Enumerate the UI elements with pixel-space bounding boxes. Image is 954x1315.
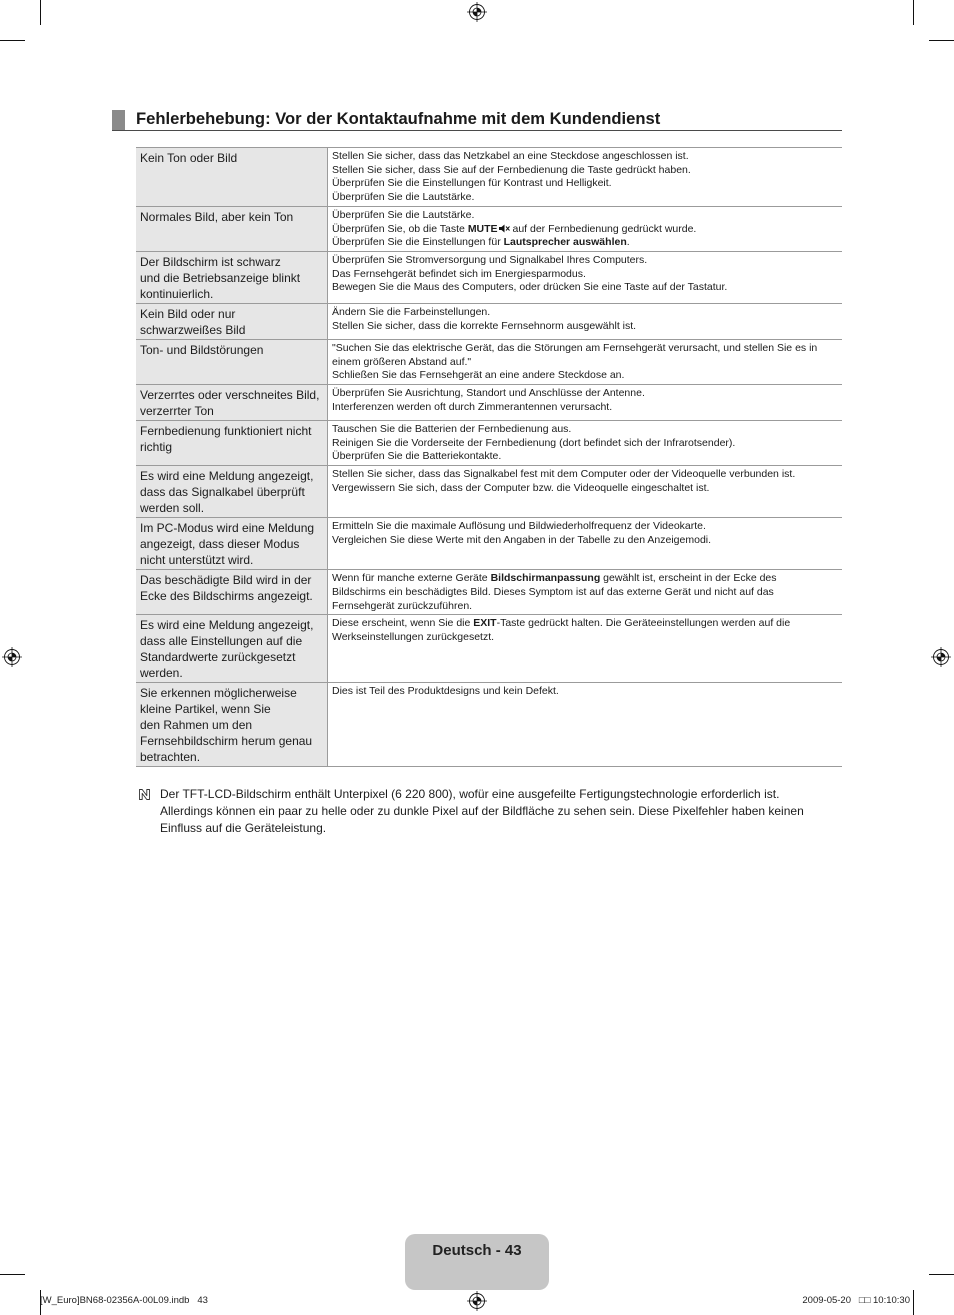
solution-text: Überprüfen Sie, ob die Taste	[332, 222, 468, 235]
problem-text: dass das Signalkabel überprüft	[140, 485, 305, 500]
solution-text: Überprüfen Sie die Einstellungen für Kontrast und Helligkeit.	[332, 177, 612, 190]
solution-line	[332, 586, 838, 600]
bold-term: Lautsprecher auswählen	[503, 236, 627, 249]
crop-mark	[913, 0, 914, 25]
table-row	[136, 683, 842, 767]
bold-term: MUTE	[467, 222, 498, 235]
solution-line	[332, 482, 838, 496]
bold-term: EXIT	[473, 617, 497, 630]
problem-text: Ecke des Bildschirms angezeigt.	[140, 589, 313, 604]
solution-text: gewählt ist, erscheint in der Ecke des	[600, 572, 777, 585]
note-line: Der TFT-LCD-Bildschirm enthält Unterpixel (6 220 800), wofür eine ausgefeilte Fertigungstechnologie erforderlich ist.	[160, 786, 780, 801]
problem-text: richtig	[140, 440, 173, 455]
table-row	[136, 570, 842, 615]
solution-cell	[328, 148, 842, 206]
crop-mark	[0, 40, 25, 41]
solution-line	[332, 236, 838, 250]
solution-line	[332, 685, 838, 699]
solution-text: Tauschen Sie die Batterien der Fernbedienung aus.	[332, 423, 572, 436]
crop-mark	[40, 0, 41, 25]
solution-text: Vergleichen Sie diese Werte mit den Angaben in der Tabelle zu den Anzeigemodi.	[332, 533, 712, 546]
problem-text: Kein Ton oder Bild	[140, 151, 238, 165]
page-number-tab	[405, 1234, 549, 1290]
table-row	[136, 615, 842, 683]
mute-icon	[499, 224, 510, 233]
solution-text: Vergewissern Sie sich, dass der Computer bzw. die Videoquelle eingeschaltet ist.	[332, 481, 710, 494]
section-title-marker	[112, 110, 125, 130]
solution-text: Stellen Sie sicher, dass die korrekte Fernsehnorm ausgewählt ist.	[332, 319, 637, 332]
solution-line	[332, 520, 838, 534]
problem-text: und die Betriebsanzeige blinkt	[140, 270, 301, 285]
solution-text: Schließen Sie das Fernsehgerät an eine andere Steckdose an.	[332, 369, 625, 382]
solution-line	[332, 468, 838, 482]
solution-line	[332, 223, 838, 237]
solution-cell	[328, 304, 842, 339]
solution-cell	[328, 466, 842, 517]
solution-line	[332, 254, 838, 268]
table-row	[136, 518, 842, 570]
crop-mark	[929, 40, 954, 41]
problem-text: werden soll.	[140, 501, 205, 516]
solution-line	[332, 437, 838, 451]
solution-cell	[328, 615, 842, 682]
solution-text: einem größeren Abstand auf."	[332, 355, 472, 368]
solution-text: Werkseinstellungen zurückgesetzt.	[332, 630, 495, 643]
problem-text: Ton- und Bildstörungen	[140, 342, 264, 357]
problem-text: Das beschädigte Bild wird in der	[140, 573, 312, 588]
problem-text: Fernsehbildschirm herum genau	[140, 734, 313, 749]
registration-mark-icon	[2, 647, 22, 667]
problem-text: schwarzweißes Bild	[140, 322, 246, 337]
problem-text: dass alle Einstellungen auf die	[140, 634, 303, 649]
solution-line	[332, 281, 838, 295]
solution-text: Stellen Sie sicher, dass Sie auf der Fernbedienung die Taste gedrückt haben.	[332, 163, 691, 176]
solution-text: -Taste gedrückt halten. Die Geräteeinstellungen werden auf die	[496, 617, 791, 630]
solution-cell	[328, 340, 842, 384]
solution-line	[332, 306, 838, 320]
solution-text: Überprüfen Sie Stromversorgung und Signalkabel Ihres Computers.	[332, 253, 648, 266]
solution-text: Fernsehgerät zurückzuführen.	[332, 599, 473, 612]
problem-text: kleine Partikel, wenn Sie	[140, 702, 271, 717]
problem-cell	[136, 570, 328, 614]
problem-text: betrachten.	[140, 750, 201, 765]
note-line: Einfluss auf die Geräteleistung.	[160, 820, 327, 835]
problem-cell	[136, 421, 328, 465]
registration-mark-icon	[467, 2, 487, 22]
solution-cell	[328, 207, 842, 251]
table-row	[136, 207, 842, 252]
problem-text: werden.	[140, 666, 183, 681]
solution-text: Bewegen Sie die Maus des Computers, oder drücken Sie eine Taste auf der Tastatur.	[332, 281, 728, 294]
solution-line	[332, 617, 838, 631]
solution-cell	[328, 385, 842, 420]
problem-cell	[136, 207, 328, 251]
solution-cell	[328, 518, 842, 569]
print-footer-timestamp: 2009-05-20 □□ 10:10:30	[802, 1295, 910, 1306]
problem-cell	[136, 252, 328, 303]
problem-text: Verzerrtes oder verschneites Bild,	[140, 388, 320, 403]
solution-text: "Suchen Sie das elektrische Gerät, das die Störungen am Fernsehgerät verursacht, und stellen Sie es in	[332, 341, 818, 354]
note-line: Allerdings können ein paar zu helle oder zu dunkle Pixel auf der Bildfläche zu sehen sein. Diese Pixelfehler haben keinen	[160, 803, 804, 818]
solution-cell	[328, 683, 842, 766]
solution-text: Reinigen Sie die Vorderseite der Fernbedienung (dort befindet sich der Infrarotsender).	[332, 436, 736, 449]
print-footer-file: [W_Euro]BN68-02356A-00L09.indb 43	[40, 1295, 208, 1306]
solution-cell	[328, 421, 842, 465]
solution-text: Diese erscheint, wenn Sie die	[332, 617, 474, 630]
crop-mark	[0, 1274, 25, 1275]
problem-text: Sie erkennen möglicherweise	[140, 686, 297, 701]
problem-cell	[136, 466, 328, 517]
solution-text: Stellen Sie sicher, dass das Netzkabel an eine Steckdose angeschlossen ist.	[332, 150, 689, 162]
solution-line	[332, 450, 838, 464]
solution-line	[332, 191, 838, 205]
solution-line	[332, 534, 838, 548]
solution-line	[332, 177, 838, 191]
problem-cell	[136, 385, 328, 420]
solution-text: Bildschirms ein beschädigtes Bild. Dieses Symptom ist auf das externe Gerät und nicht auf das	[332, 585, 774, 598]
problem-text: verzerrter Ton	[140, 404, 214, 419]
solution-text: .	[626, 236, 630, 249]
solution-text: Interferenzen werden oft durch Zimmerantennen verursacht.	[332, 400, 613, 413]
solution-text: Stellen Sie sicher, dass das Signalkabel fest mit dem Computer oder der Videoquelle verbunden ist.	[332, 468, 796, 481]
problem-text: kontinuierlich.	[140, 286, 214, 301]
problem-cell	[136, 518, 328, 569]
solution-line	[332, 369, 838, 383]
solution-line	[332, 320, 838, 334]
solution-text: Überprüfen Sie die Lautstärke.	[332, 208, 475, 221]
table-row	[136, 252, 842, 304]
problem-text: Standardwerte zurückgesetzt	[140, 650, 296, 665]
solution-line	[332, 387, 838, 401]
table-row	[136, 304, 842, 340]
table-row	[136, 148, 842, 207]
note-icon	[138, 788, 151, 801]
table-row	[136, 466, 842, 518]
problem-text: nicht unterstützt wird.	[140, 553, 254, 568]
solution-text: Wenn für manche externe Geräte	[332, 572, 491, 585]
problem-cell	[136, 340, 328, 384]
problem-text: angezeigt, dass dieser Modus	[140, 537, 300, 552]
problem-text: Kein Bild oder nur	[140, 306, 236, 321]
solution-text: Überprüfen Sie die Lautstärke.	[332, 191, 475, 204]
problem-text: den Rahmen um den	[140, 718, 253, 733]
solution-text: Überprüfen Sie die Einstellungen für	[332, 236, 504, 249]
solution-cell	[328, 570, 842, 614]
solution-line	[332, 572, 838, 586]
problem-text: Normales Bild, aber kein Ton	[140, 209, 294, 224]
solution-text: auf der Fernbedienung gedrückt wurde.	[509, 222, 697, 235]
table-row	[136, 340, 842, 385]
solution-text: Dies ist Teil des Produktdesigns und kein Defekt.	[332, 685, 559, 698]
solution-line	[332, 356, 838, 370]
solution-line	[332, 600, 838, 614]
problem-cell	[136, 304, 328, 339]
title-underline	[112, 130, 842, 131]
solution-text: Überprüfen Sie Ausrichtung, Standort und Anschlüsse der Antenne.	[332, 387, 645, 400]
problem-cell	[136, 683, 328, 766]
solution-line	[332, 268, 838, 282]
solution-cell	[328, 252, 842, 303]
solution-line	[332, 342, 838, 356]
solution-line	[332, 209, 838, 223]
solution-text: Überprüfen Sie die Batteriekontakte.	[332, 450, 502, 463]
registration-mark-icon	[467, 1291, 487, 1311]
page-label: Deutsch - 43	[432, 1242, 522, 1259]
page-title: Fehlerbehebung: Vor der Kontaktaufnahme mit dem Kundendienst	[136, 109, 661, 128]
problem-text: Im PC-Modus wird eine Meldung	[140, 521, 315, 536]
solution-line	[332, 423, 838, 437]
solution-text: Ändern Sie die Farbeinstellungen.	[332, 305, 491, 318]
note-text	[160, 786, 804, 837]
solution-line	[332, 150, 838, 164]
problem-cell	[136, 148, 328, 206]
troubleshooting-table	[136, 147, 842, 767]
problem-cell	[136, 615, 328, 682]
problem-text: Der Bildschirm ist schwarz	[140, 254, 281, 269]
crop-mark	[913, 1290, 914, 1315]
solution-line	[332, 401, 838, 415]
table-row	[136, 385, 842, 421]
problem-text: Es wird eine Meldung angezeigt,	[140, 469, 314, 484]
solution-line	[332, 164, 838, 178]
registration-mark-icon	[931, 647, 951, 667]
problem-text: Es wird eine Meldung angezeigt,	[140, 618, 314, 633]
solution-text: Das Fernsehgerät befindet sich im Energiesparmodus.	[332, 267, 586, 280]
crop-mark	[929, 1274, 954, 1275]
table-row	[136, 421, 842, 466]
solution-line	[332, 631, 838, 645]
solution-text: Ermitteln Sie die maximale Auflösung und Bildwiederholfrequenz der Videokarte.	[332, 520, 706, 533]
bold-term: Bildschirmanpassung	[490, 572, 601, 585]
problem-text: Fernbedienung funktioniert nicht	[140, 424, 312, 439]
